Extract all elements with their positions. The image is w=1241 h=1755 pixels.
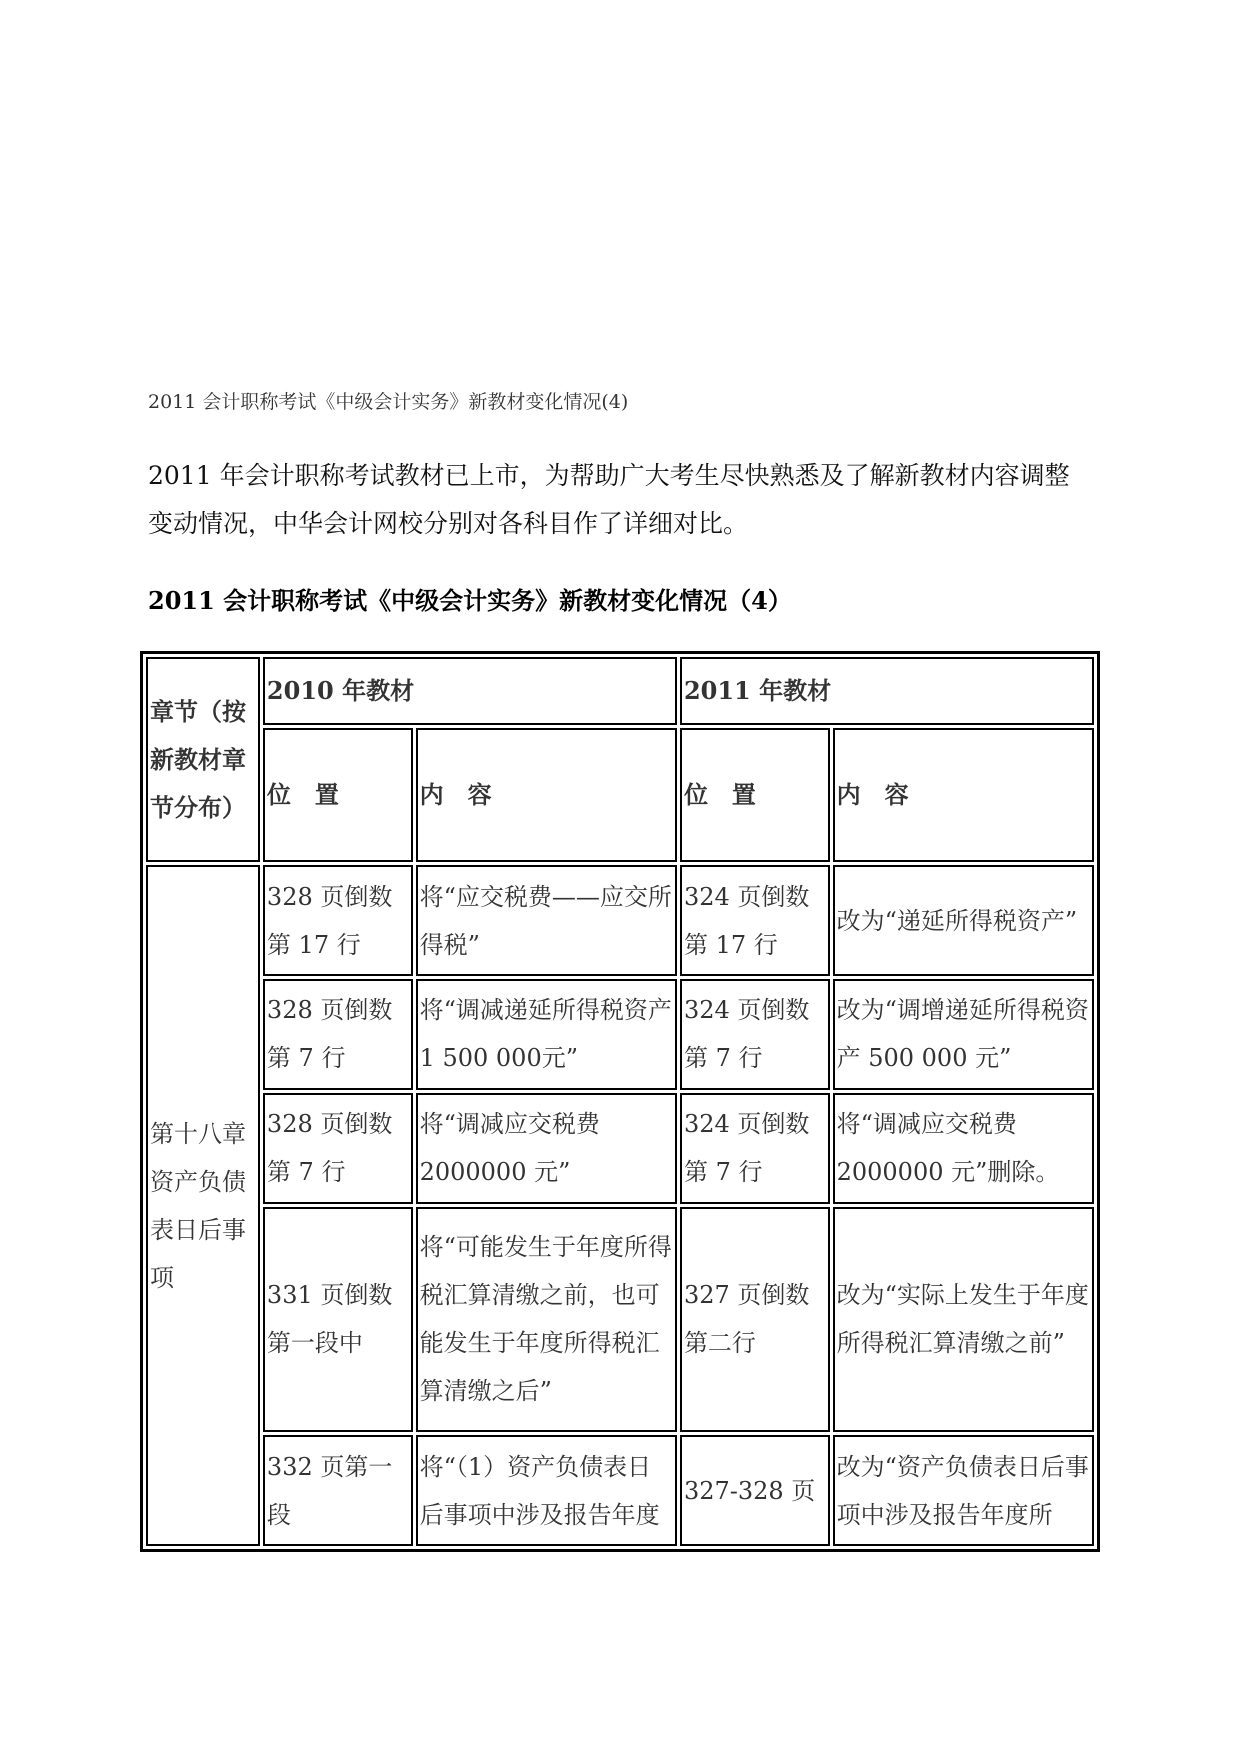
table-subheader-row (146, 728, 1094, 862)
new-position-cell: 327 页倒数第二行 (680, 1207, 830, 1433)
table-row (146, 979, 1094, 1090)
new-position-cell: 324 页倒数第 7 行 (680, 1093, 830, 1204)
old-content-cell: 将“应交税费——应交所得税” (416, 865, 677, 976)
old-position-cell: 328 页倒数第 7 行 (263, 1093, 413, 1204)
new-content-cell: 改为“递延所得税资产” (833, 865, 1094, 976)
chapter-cell: 第十八章资产负债表日后事项 (146, 865, 260, 1546)
comparison-table (140, 651, 1100, 1552)
old-content-cell: 将“（1）资产负债表日后事项中涉及报告年度 (416, 1435, 677, 1546)
position-header-2010: 位 置 (263, 728, 413, 862)
table-row (146, 1093, 1094, 1204)
content-header-2010: 内 容 (416, 728, 677, 862)
new-position-cell: 324 页倒数第 17 行 (680, 865, 830, 976)
position-header-2011: 位 置 (680, 728, 830, 862)
year-2011-header: 2011 年教材 (680, 657, 1094, 725)
old-position-cell: 328 页倒数第 17 行 (263, 865, 413, 976)
new-content-cell: 改为“资产负债表日后事项中涉及报告年度所 (833, 1435, 1094, 1546)
old-content-cell: 将“调减应交税费 2000000 元” (416, 1093, 677, 1204)
intro-paragraph: 2011 年会计职称考试教材已上市，为帮助广大考生尽快熟悉及了解新教材内容调整变动情况，中华会计网校分别对各科目作了详细对比。 (148, 461, 1070, 538)
old-position-cell: 328 页倒数第 7 行 (263, 979, 413, 1090)
table-row (146, 865, 1094, 976)
new-content-cell: 改为“调增递延所得税资产 500 000 元” (833, 979, 1094, 1090)
table-row (146, 1207, 1094, 1433)
content-header-2011: 内 容 (833, 728, 1094, 862)
new-content-cell: 将“调减应交税费 2000000 元”删除。 (833, 1093, 1094, 1204)
document-small-title: 2011 会计职称考试《中级会计实务》新教材变化情况(4) (148, 391, 629, 413)
old-content-cell: 将“调减递延所得税资产 1 500 000元” (416, 979, 677, 1090)
table-header-row (146, 657, 1094, 725)
old-position-cell: 332 页第一段 (263, 1435, 413, 1546)
old-content-cell: 将“可能发生于年度所得税汇算清缴之前，也可能发生于年度所得税汇算清缴之后” (416, 1207, 677, 1433)
year-2010-header: 2010 年教材 (263, 657, 677, 725)
new-position-cell: 324 页倒数第 7 行 (680, 979, 830, 1090)
section-heading: 2011 会计职称考试《中级会计实务》新教材变化情况（4） (148, 586, 792, 615)
new-content-cell: 改为“实际上发生于年度所得税汇算清缴之前” (833, 1207, 1094, 1433)
table-row (146, 1435, 1094, 1546)
new-position-cell: 327-328 页 (680, 1435, 830, 1546)
chapter-header: 章节（按新教材章节分布） (146, 657, 260, 862)
old-position-cell: 331 页倒数第一段中 (263, 1207, 413, 1433)
